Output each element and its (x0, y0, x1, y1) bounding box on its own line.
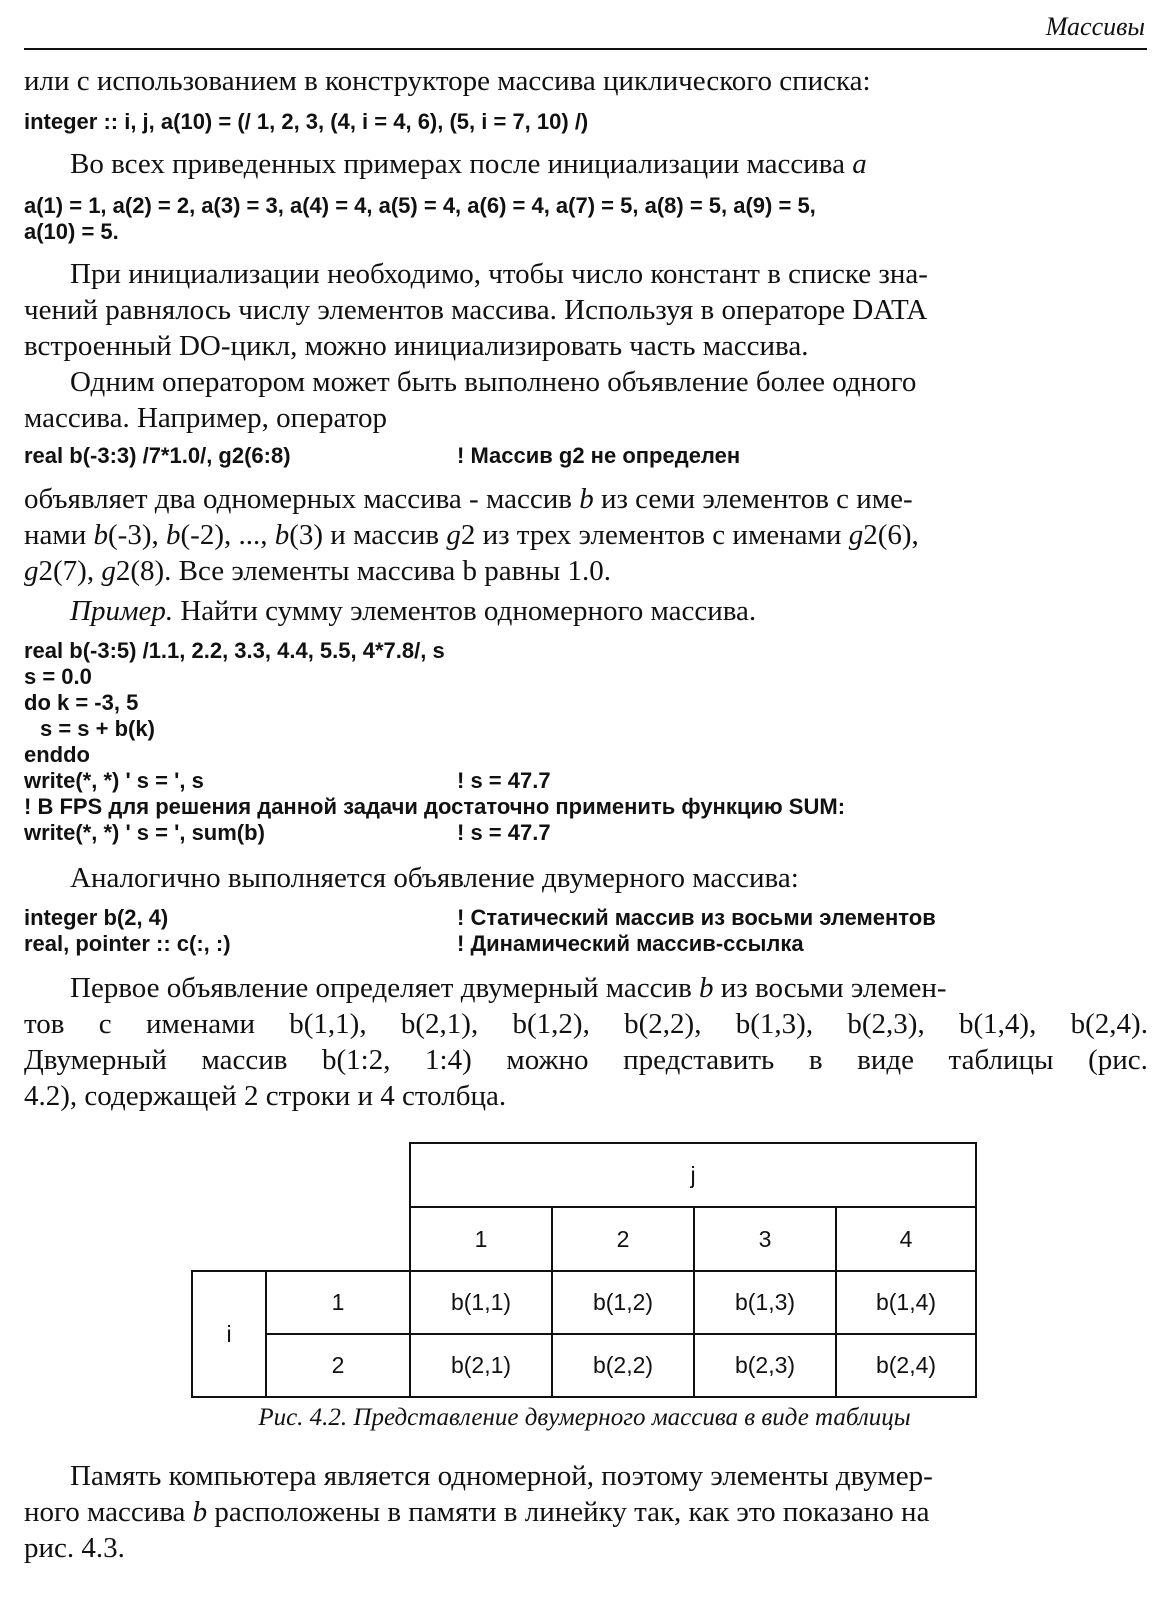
code-line (24, 907, 1148, 929)
table-row (192, 1207, 976, 1271)
paragraph-line: Одним оператором может быть выполнено объявление более одного (70, 366, 917, 398)
table-cell: b(1,2) (552, 1271, 694, 1334)
word: b(2,2), (624, 1008, 702, 1040)
paragraph-line: При инициализации необходимо, чтобы число констант в списке зна- (70, 258, 928, 290)
math-variable: b (166, 519, 181, 551)
code-text: real, pointer :: c(:, :) (24, 931, 231, 956)
text-fragment: ного массива (24, 1496, 186, 1528)
word: с (98, 1008, 112, 1040)
code-line: enddo (24, 742, 90, 767)
math-variable: g (848, 519, 864, 551)
paragraph-line-justified (24, 1046, 1148, 1075)
text-fragment: 2 из трех элементов с именами (460, 519, 842, 551)
text-fragment: расположены в памяти в линейку так, как это показано на (214, 1496, 930, 1528)
paragraph-line: Аналогично выполняется объявление двумерного массива: (70, 862, 799, 894)
figure-caption: Рис. 4.2. Представление двумерного массива в виде таблицы (258, 1404, 911, 1431)
table-cell: b(1,3) (694, 1271, 836, 1334)
math-variable: g (446, 519, 461, 551)
text-fragment: из восьми элемен- (720, 972, 947, 1004)
word: b(1,3), (735, 1008, 814, 1040)
example-label: Пример. (70, 595, 174, 627)
code-line: a(10) = 5. (24, 219, 119, 244)
table-cell: b(2,1) (410, 1334, 552, 1397)
word: можно (506, 1044, 589, 1076)
code-text: real b(-3:3) /7*1.0/, g2(6:8) (24, 443, 291, 468)
paragraph-line (24, 485, 913, 514)
math-variable: a (852, 148, 867, 180)
section-title: Массивы (1045, 12, 1145, 41)
code-text: write(*, *) ' s = ', sum(b) (24, 820, 265, 845)
code-line: ! В FPS для решения данной задачи достаточно применить функцию SUM: (24, 794, 846, 819)
paragraph-line: 4.2), содержащей 2 строки и 4 столбца. (24, 1080, 507, 1112)
column-label: 4 (836, 1207, 976, 1271)
paragraph-line: рис. 4.3. (24, 1532, 125, 1564)
code-line: real b(-3:5) /1.1, 2.2, 3.3, 4.4, 5.5, 4*7.8/, s (24, 638, 445, 663)
word: b(2,4). (1070, 1008, 1148, 1040)
word: Двумерный (24, 1044, 167, 1076)
math-variable: b (699, 972, 714, 1004)
row-index-header: i (192, 1271, 266, 1397)
word: массив (201, 1044, 288, 1076)
word: тов (24, 1008, 65, 1040)
column-label: 1 (410, 1207, 552, 1271)
running-header (24, 8, 1147, 50)
text-fragment: Во всех приведенных примерах после инициализации массива (70, 148, 845, 180)
table-row (192, 1143, 976, 1207)
text-fragment: Найти сумму элементов одномерного массива. (180, 595, 757, 627)
text-fragment: из семи элементов с име- (600, 483, 913, 515)
column-label: 2 (552, 1207, 694, 1271)
word: b(1,4), (959, 1008, 1037, 1040)
code-comment: ! Массив g2 не определен (457, 443, 741, 468)
table-row (192, 1271, 976, 1334)
text-fragment: 2(7), (38, 555, 95, 587)
paragraph-line-justified (24, 1010, 1148, 1039)
code-line: s = 0.0 (24, 664, 92, 689)
word: b(1,2), (512, 1008, 590, 1040)
text-fragment: 2(6), (863, 519, 919, 551)
row-label: 2 (266, 1334, 410, 1397)
word: b(1:2, (322, 1044, 391, 1076)
word: таблицы (948, 1044, 1054, 1076)
paragraph-line (24, 557, 611, 586)
row-label: 1 (266, 1271, 410, 1334)
code-text: integer b(2, 4) (24, 905, 169, 930)
column-label: 3 (694, 1207, 836, 1271)
code-line: integer :: i, j, a(10) = (/ 1, 2, 3, (4, i = 4, 6), (5, i = 7, 10) /) (24, 109, 589, 134)
empty-corner (192, 1143, 410, 1207)
code-text: write(*, *) ' s = ', s (24, 768, 204, 793)
text-fragment: (3) и массив (289, 519, 440, 551)
code-comment: ! s = 47.7 (457, 820, 551, 845)
table-row (192, 1334, 976, 1397)
word: 1:4) (425, 1044, 472, 1076)
paragraph-line (24, 521, 919, 550)
text-fragment: нами (24, 519, 87, 551)
empty-corner (192, 1207, 410, 1271)
code-line: s = s + b(k) (40, 716, 155, 741)
paragraph-line (70, 597, 756, 626)
word: b(1,1), (289, 1008, 367, 1040)
table-cell: b(1,4) (836, 1271, 976, 1334)
array-table (191, 1142, 977, 1398)
paragraph-line: массива. Например, оператор (24, 402, 387, 434)
code-comment: ! Динамический массив-ссылка (457, 931, 804, 956)
table-cell: b(2,2) (552, 1334, 694, 1397)
math-variable: b (93, 519, 109, 551)
paragraph-line: чений равнялось числу элементов массива. Используя в операторе DATA (24, 294, 928, 326)
math-variable: b (192, 1496, 208, 1528)
math-variable: g (24, 555, 39, 587)
table-cell: b(2,3) (694, 1334, 836, 1397)
column-index-header: j (410, 1143, 976, 1207)
code-line (24, 770, 1148, 792)
math-variable: g (101, 555, 116, 587)
code-line: a(1) = 1, a(2) = 2, a(3) = 3, a(4) = 4, a(5) = 4, a(6) = 4, a(7) = 5, a(8) = 5, a(9) = 5, (24, 193, 816, 218)
code-line (24, 822, 1148, 844)
word: именами (145, 1008, 255, 1040)
table-cell: b(1,1) (410, 1271, 552, 1334)
text-fragment: Первое объявление определяет двумерный массив (70, 972, 692, 1004)
text-fragment: объявляет два одномерных массива - массив (24, 483, 572, 515)
table-cell: b(2,4) (836, 1334, 976, 1397)
code-comment: ! Статический массив из восьми элементов (457, 905, 936, 930)
code-comment: ! s = 47.7 (457, 768, 551, 793)
paragraph-line (24, 1498, 929, 1527)
paragraph-line (70, 150, 867, 179)
paragraph-line (70, 974, 947, 1003)
code-line: do k = -3, 5 (24, 690, 139, 715)
word: представить (623, 1044, 775, 1076)
code-line (24, 933, 1148, 955)
text-line: или с использованием в конструкторе массива циклического списка: (24, 65, 871, 97)
text-fragment: (-3), (108, 519, 159, 551)
math-variable: b (274, 519, 290, 551)
math-variable: b (579, 483, 594, 515)
word: в (808, 1044, 823, 1076)
word: виде (857, 1044, 914, 1076)
code-line (24, 445, 1148, 467)
paragraph-line: Память компьютера является одномерной, поэтому элементы двумер- (70, 1460, 933, 1492)
text-fragment: 2(8). Все элементы массива b равны 1.0. (115, 555, 612, 587)
word: (рис. (1088, 1044, 1148, 1076)
paragraph-line: встроенный DO-цикл, можно инициализировать часть массива. (24, 330, 809, 362)
figure-4-2 (191, 1142, 977, 1398)
word: b(2,3), (847, 1008, 925, 1040)
text-fragment: (-2), ..., (180, 519, 268, 551)
word: b(2,1), (400, 1008, 479, 1040)
